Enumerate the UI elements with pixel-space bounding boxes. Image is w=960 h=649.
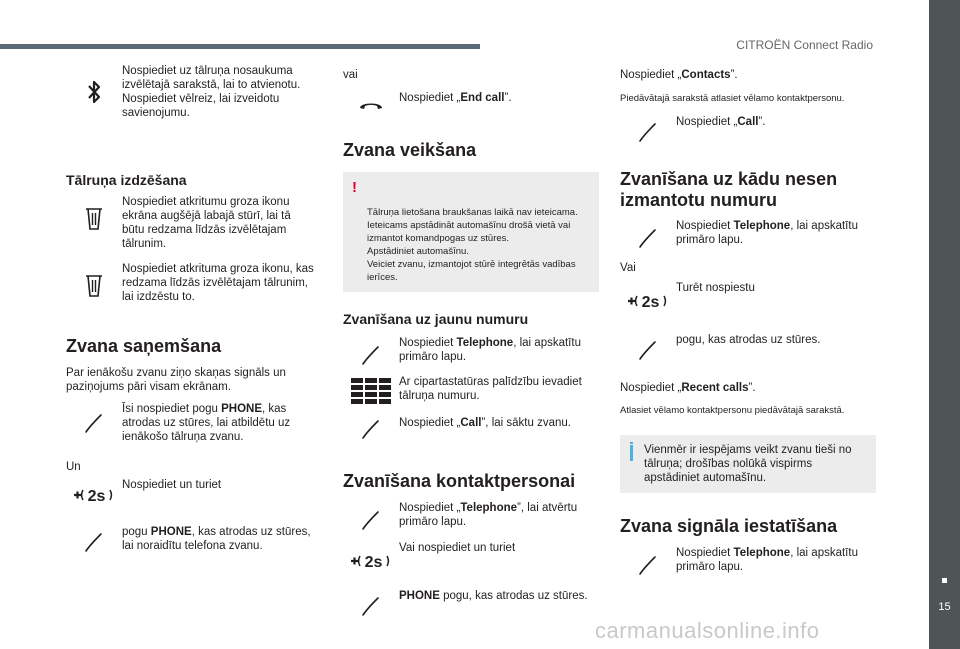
ringtone-heading: Zvana signāla iestatīšana — [620, 516, 838, 536]
call-step-text: Nospiediet „Call”. — [676, 116, 766, 128]
new-step-2-text: Ar cipartastatūras palīdzību ievadiet tālruņa numuru. — [399, 376, 582, 402]
press-icon — [66, 525, 122, 553]
press-icon — [66, 402, 122, 434]
new-step-2 — [343, 375, 599, 404]
delete-step-1 — [66, 195, 316, 251]
bt-text: Nospiediet uz tālruņa nosaukuma izvēlētajā sarakstā, lai to atvienotu. Nospiediet vēlreiz, lai izveidotu savienojumu. — [122, 65, 301, 119]
delete-heading: Tālruņa izdzēšana — [66, 172, 187, 188]
contact-step-1-text: Nospiediet „Telephone”, lai atvērtu primāro lapu. — [399, 502, 578, 528]
contact-heading: Zvanīšana kontaktpersonai — [343, 471, 576, 491]
hold-step — [620, 281, 876, 315]
contact-step-1 — [343, 501, 599, 531]
new-step-1-text: Nospiediet Telephone, lai apskatītu primāro lapu. — [399, 337, 581, 363]
brand-label: CITROËN Connect Radio — [736, 38, 873, 52]
page-number: 15 — [938, 601, 951, 613]
contact-step-2 — [343, 541, 599, 575]
info-icon — [630, 442, 633, 444]
contact-step-3 — [343, 589, 599, 617]
delete-step-2-text: Nospiediet atkrituma groza ikonu, kas redzama līdzās izvēlētajam tālrunim, lai izdzēstu to. — [122, 263, 314, 303]
page-sidebar — [929, 0, 960, 649]
column-3 — [620, 64, 876, 576]
new-number-heading: Zvanīšana uz jaunu numuru — [343, 311, 529, 327]
delete-step-1-text: Nospiediet atkritumu groza ikonu ekrāna augšējā labajā stūrī, lai tā būtu redzama līdzās izvēlētajam tālrunim. — [122, 196, 291, 250]
press-icon — [620, 219, 676, 249]
bt-step — [66, 64, 316, 120]
column-1 — [66, 64, 316, 553]
recent-note: Atlasiet vēlamo kontaktpersonu piedāvātajā sarakstā. — [620, 405, 845, 416]
hold-2s-icon — [620, 281, 676, 315]
hangup-icon — [343, 91, 399, 111]
call-step — [620, 115, 876, 143]
press-icon — [620, 333, 676, 361]
receive-heading: Zvana saņemšana — [66, 336, 222, 356]
recent-step-1-text: Nospiediet Telephone, lai apskatītu primāro lapu. — [676, 220, 858, 246]
contacts-step: Nospiediet „Contacts”. — [620, 69, 738, 81]
header-rule — [0, 44, 480, 49]
recent-step-1 — [620, 219, 876, 249]
delete-step-2 — [66, 262, 316, 304]
contact-step-2-text: Vai nospiediet un turiet — [399, 542, 516, 554]
warning-box — [343, 172, 599, 292]
endcall-step — [343, 91, 599, 111]
hold-text: Turēt nospiestu — [676, 282, 755, 294]
column-2 — [343, 64, 599, 617]
warning-icon: ! — [352, 179, 357, 196]
keypad-icon — [343, 375, 399, 404]
hold-step — [66, 478, 316, 509]
receive-intro: Par ienākošu zvanu ziņo skaņas signāls un paziņojums pāri visam ekrānam. — [66, 367, 286, 393]
info-box — [620, 435, 876, 493]
receive-step-text: Īsi nospiediet pogu PHONE, kas atrodas uz stūres, lai atbildētu uz ienākošo tālruņa zvanu. — [122, 403, 291, 443]
recent-calls-step: Nospiediet „Recent calls”. — [620, 382, 756, 394]
hold-2s-label: 2s — [641, 294, 660, 311]
hold-2s-label: 2s — [87, 488, 106, 505]
steering-step — [620, 333, 876, 361]
new-step-1 — [343, 336, 599, 366]
press-icon — [620, 115, 676, 143]
press-icon — [343, 336, 399, 366]
info-text: Vienmēr ir iespējams veikt zvanu tieši no tālruņa; drošības nolūkā vispirms apstādiniet automašīnu. — [644, 444, 852, 484]
recent-heading: Zvanīšana uz kādu nesen izmantotu numuru — [620, 169, 838, 210]
contacts-note: Piedāvātajā sarakstā atlasiet vēlamo kontaktpersonu. — [620, 93, 845, 104]
hold-2s-icon — [66, 478, 122, 509]
hold-text: Nospiediet un turiet — [122, 479, 222, 491]
steering-text: pogu, kas atrodas uz stūres. — [676, 334, 821, 346]
press-icon — [343, 416, 399, 440]
warning-text: Tālruņa lietošana braukšanas laikā nav ieteicama. Ieteicams apstādināt automašīnu drošā vietā vai izmantot komandpogas uz stūres. Apstādiniet automašīnu. Veiciet zvanu, izmantojot stūrē integrētās vadības ierīces. — [367, 207, 578, 283]
new-step-3-text: Nospiediet „Call”, lai sāktu zvanu. — [399, 417, 571, 429]
trash-icon — [66, 195, 122, 231]
ringtone-step-text: Nospiediet Telephone, lai apskatītu primāro lapu. — [676, 547, 858, 573]
press-icon — [343, 589, 399, 617]
hold-2s-icon — [343, 541, 399, 575]
press-icon — [343, 501, 399, 531]
endcall-text: Nospiediet „End call”. — [399, 92, 512, 104]
reject-step — [66, 525, 316, 553]
or-label: Vai — [620, 262, 636, 274]
press-icon — [620, 546, 676, 576]
new-step-3 — [343, 416, 599, 440]
contact-step-3-text: PHONE pogu, kas atrodas uz stūres. — [399, 590, 588, 602]
info-icon-bar — [630, 445, 633, 461]
or-label: Un — [66, 461, 81, 473]
continue-marker — [942, 578, 947, 583]
bluetooth-icon — [66, 64, 122, 106]
watermark: carmanualsonline.info — [595, 618, 820, 643]
reject-text: pogu PHONE, kas atrodas uz stūres, lai noraidītu telefona zvanu. — [122, 526, 311, 552]
receive-step — [66, 402, 316, 444]
ringtone-step — [620, 546, 876, 576]
trash-icon — [66, 262, 122, 298]
or-label: vai — [343, 69, 358, 81]
make-call-heading: Zvana veikšana — [343, 140, 477, 160]
hold-2s-label: 2s — [364, 554, 383, 571]
